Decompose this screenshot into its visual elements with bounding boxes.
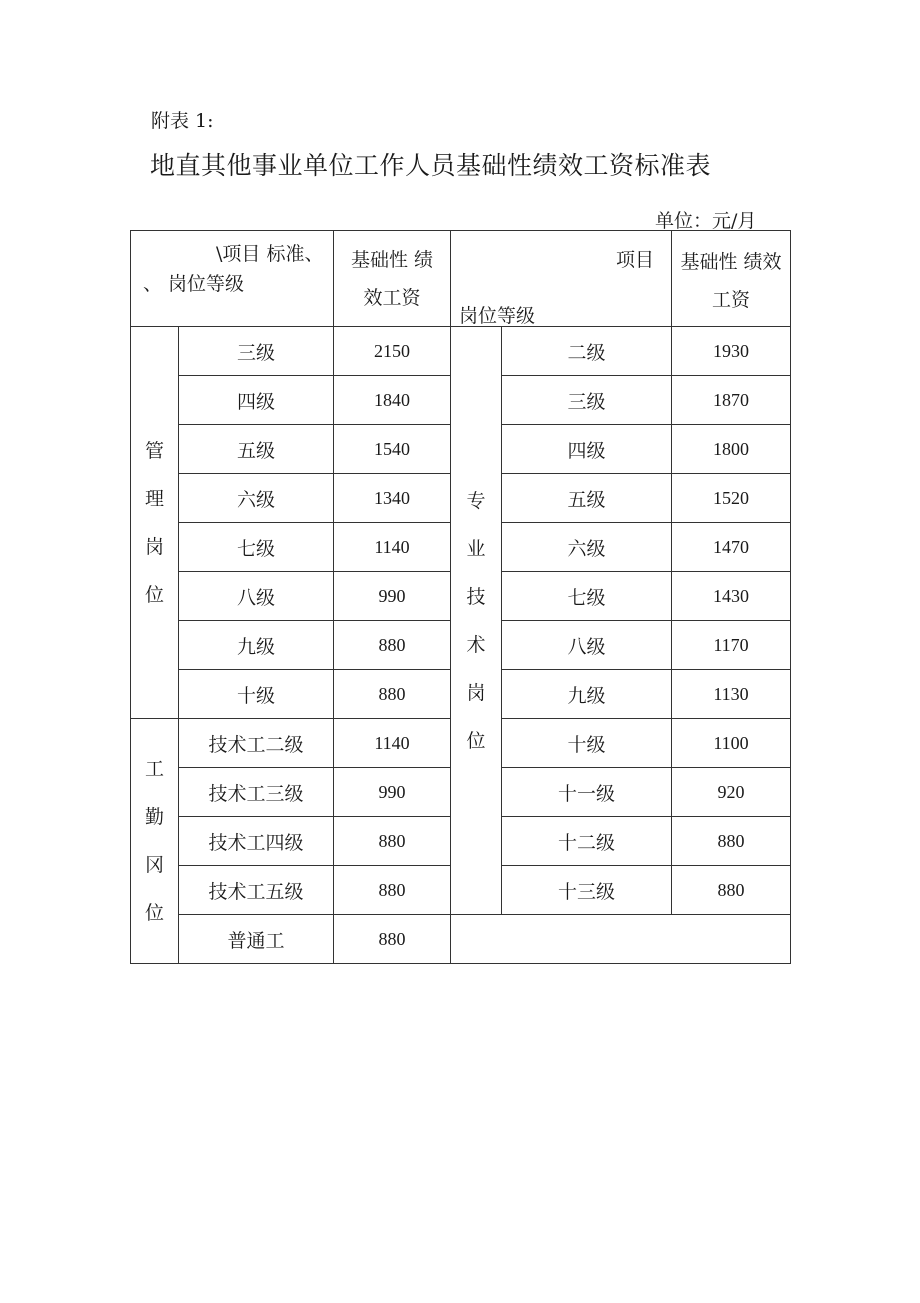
left-value: 1840: [334, 376, 451, 425]
left-level: 技术工三级: [179, 768, 334, 817]
right-value: 1870: [672, 376, 791, 425]
left-value: 1140: [334, 719, 451, 768]
left-value: 2150: [334, 327, 451, 376]
right-value: 1930: [672, 327, 791, 376]
header-left-item-label: \项目 标准、: [216, 243, 324, 265]
left-level: 七级: [179, 523, 334, 572]
right-level: 十三级: [502, 866, 672, 915]
right-value: 1130: [672, 670, 791, 719]
header-right-level-label: 岗位等级: [459, 305, 536, 327]
left-level: 十级: [179, 670, 334, 719]
right-value: 1430: [672, 572, 791, 621]
right-value: 880: [672, 817, 791, 866]
right-value: 920: [672, 768, 791, 817]
table-row: [131, 915, 791, 964]
right-value: 1100: [672, 719, 791, 768]
unit-label: 单位：元/月: [655, 210, 757, 232]
left-value: 990: [334, 572, 451, 621]
left-value: 880: [334, 670, 451, 719]
page-title: 地直其他事业单位工作人员基础性绩效工资标准表: [150, 151, 712, 180]
header-right-item-label: 项目: [616, 249, 655, 271]
left-level: 技术工二级: [179, 719, 334, 768]
header-right-diagonal-cell: [451, 231, 672, 327]
header-right-standard: 基础性 绩效工资: [672, 231, 791, 327]
header-left-standard: 基础性 绩效工资: [334, 231, 451, 327]
header-left-diagonal-cell: [131, 231, 334, 327]
right-level: 四级: [502, 425, 672, 474]
group-professional: 专业技术岗位: [451, 327, 502, 915]
salary-standard-table: [130, 230, 791, 964]
left-level: 三级: [179, 327, 334, 376]
group-work: 工勤冈位: [131, 719, 179, 964]
right-level: 九级: [502, 670, 672, 719]
left-level: 技术工五级: [179, 866, 334, 915]
left-value: 1340: [334, 474, 451, 523]
right-level: 十一级: [502, 768, 672, 817]
group-management: 管理岗位: [131, 327, 179, 719]
left-value: 880: [334, 915, 451, 964]
right-value: 1800: [672, 425, 791, 474]
right-level: 十级: [502, 719, 672, 768]
left-value: 1140: [334, 523, 451, 572]
empty-cell: [451, 915, 791, 964]
left-level: 技术工四级: [179, 817, 334, 866]
left-level: 六级: [179, 474, 334, 523]
right-level: 七级: [502, 572, 672, 621]
annex-label: 附表 1:: [151, 110, 214, 132]
right-value: 1470: [672, 523, 791, 572]
left-value: 880: [334, 866, 451, 915]
left-level: 五级: [179, 425, 334, 474]
right-level: 八级: [502, 621, 672, 670]
table-header-row: [131, 231, 791, 327]
left-level: 九级: [179, 621, 334, 670]
left-value: 880: [334, 817, 451, 866]
left-value: 990: [334, 768, 451, 817]
right-value: 880: [672, 866, 791, 915]
header-left-level-label: 、 岗位等级: [143, 273, 245, 295]
left-value: 1540: [334, 425, 451, 474]
left-level: 四级: [179, 376, 334, 425]
right-level: 三级: [502, 376, 672, 425]
right-level: 六级: [502, 523, 672, 572]
table-row: [131, 327, 791, 376]
right-value: 1170: [672, 621, 791, 670]
right-value: 1520: [672, 474, 791, 523]
left-level: 普通工: [179, 915, 334, 964]
right-level: 二级: [502, 327, 672, 376]
left-value: 880: [334, 621, 451, 670]
right-level: 十二级: [502, 817, 672, 866]
right-level: 五级: [502, 474, 672, 523]
left-level: 八级: [179, 572, 334, 621]
